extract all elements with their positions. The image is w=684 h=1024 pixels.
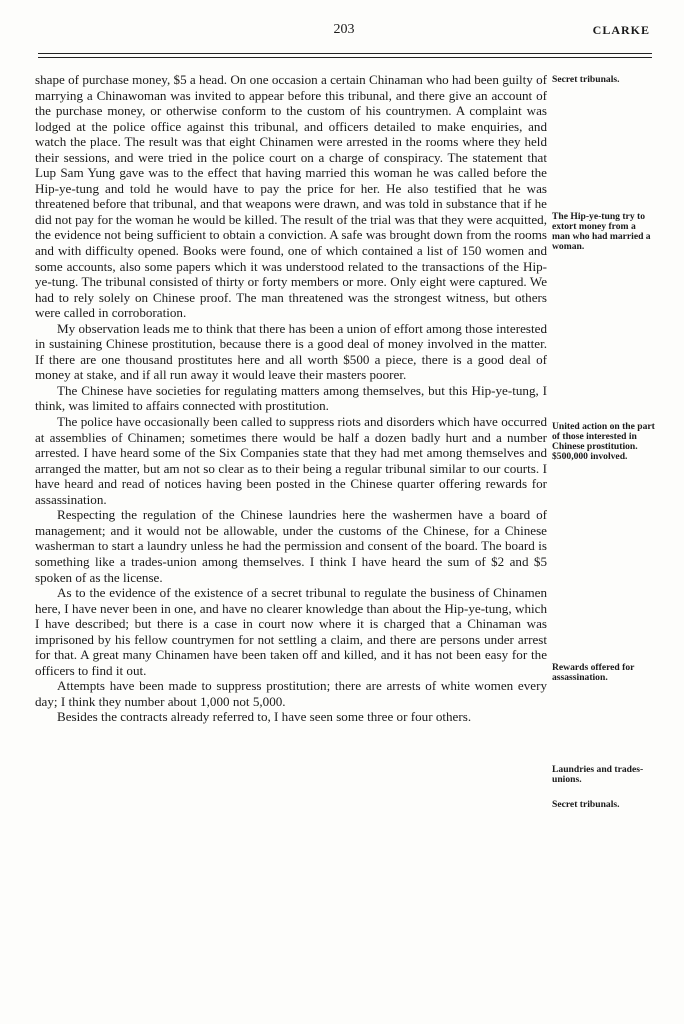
margin-note: Laundries and trades-unions. (552, 764, 644, 785)
margin-note: The Hip-ye-tung try to extort money from a man who had married a woman. (552, 211, 651, 252)
body-text (35, 72, 547, 725)
paragraph: As to the evidence of the existence of a secret tribunal to regulate the business of Chinamen here, I have never been in one, and have no clearer knowledge than about the Hip-ye-tung, which I have described; but there is a case in court now where it is charged that a Chinaman was imprisoned by his fellow countrymen for not settling a claim, and there are persons under arrest for that. A great many Chinamen have been taken off and killed, and it has not been easy for the officers to find it out. (35, 585, 547, 678)
paragraph: The Chinese have societies for regulating matters among themselves, but this Hip-ye-tung, I think, was limited to affairs connected with prostitution. (35, 382, 547, 414)
margin-note: Secret tribunals. (552, 799, 620, 810)
margin-note: United action on the part of those interested in Chinese prostitution. $500,000 involved. (552, 421, 655, 462)
paragraph: shape of purchase money, $5 a head. On one occasion a certain Chinaman who had been guilty of marrying a Chinawoman was invited to appear before this tribunal, and there give an account of the purchase money, or otherwise conform to the custom of his countrymen. A complaint was lodged at the police office against this tribunal, and officers detailed to make enquiries, and watch the place. The result was that eight Chinamen were arrested in the rooms where they held their sessions, and were tried in the police court on a charge of conspiracy. The statement that Lup Sam Yung gave was to the effect that having married this woman he was called before the Hip-ye-tung and told he would have to pay the price for her. He also testified that he was threatened before that tribunal, and that weapons were drawn, and was told in substance that if he did not pay for the woman he would be killed. The result of the trial was that they were acquitted, the evidence not being sufficient to obtain a conviction. A safe was brought down from the rooms and with difficulty opened. Books were found, one of which contained a list of 150 women and some accounts, also some papers which it was understood related to the transactions of the Hip-ye-tung. The tribunal consisted of thirty or forty members or more. Only eight were captured. We had to rely solely on Chinese proof. The man threatened was the strongest witness, but others were called in corroboration. (35, 72, 547, 321)
paragraph: Besides the contracts already referred to, I have seen some three or four others. (57, 709, 472, 725)
margin-note: Rewards offered for assassination. (552, 662, 635, 683)
paragraph: My observation leads me to think that there has been a union of effort among those interested in sustaining Chinese prostitution, because there is a good deal of money involved in the matter. If there are one thousand prostitutes here and all worth $500 a piece, there is a good deal of money at stake, and if all run away it would leave their masters poorer. (35, 320, 547, 383)
header-rule-bottom (38, 57, 652, 58)
paragraph: Respecting the regulation of the Chinese laundries here the washermen have a board of management; and it would not be allowable, under the customs of the Chinese, for a Chinese washerman to start a laundry unless he had the permission and consent of the board. The board is something like a trades-union among themselves. I think I have heard the sum of $2 and $5 spoken of as the license. (35, 507, 547, 585)
page-number: 203 (333, 22, 355, 37)
margin-note: Secret tribunals. (552, 74, 620, 85)
header-rule-top (38, 53, 652, 54)
paragraph: The police have occasionally been called to suppress riots and disorders which have occurred at assemblies of Chinamen; sometimes there would be half a dozen badly hurt and a number arrested. I have heard some of the Six Companies state that they had met among themselves and arranged the matter, but am not so clear as to their being a regular tribunal similar to our courts. I have heard and read of notices having been posted in the Chinese quarter offering rewards for assassination. (35, 414, 547, 507)
page-header (38, 22, 650, 42)
paragraph: Attempts have been made to suppress prostitution; there are arrests of white women every day; I think they number about 1,000 not 5,000. (35, 678, 547, 709)
running-head: CLARKE (592, 23, 650, 37)
